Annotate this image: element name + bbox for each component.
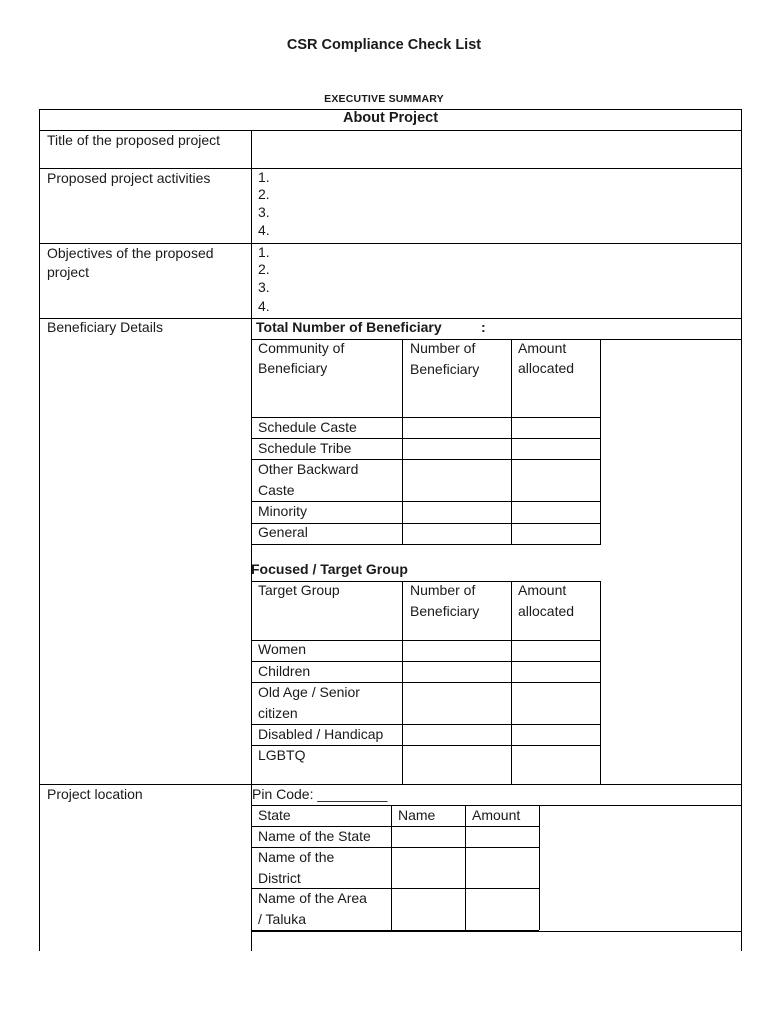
total-beneficiary-label: Total Number of Beneficiary <box>256 319 442 335</box>
title-input[interactable] <box>252 131 741 168</box>
objective-item[interactable]: 4. <box>258 298 270 314</box>
table-row-label: Women <box>258 641 306 657</box>
table-row-label: Disabled / Handicap <box>258 726 384 742</box>
activities-label: Proposed project activities <box>47 170 211 186</box>
grid-line <box>251 544 601 545</box>
table-row-label: Schedule Tribe <box>258 440 352 456</box>
table-row-label: Name of the <box>258 849 335 865</box>
table-header: About Project <box>342 110 439 126</box>
table-row-label-cont: District <box>258 870 301 886</box>
col-header-amount: Amount <box>518 340 567 356</box>
objective-item[interactable]: 3. <box>258 279 270 295</box>
activity-item[interactable]: 3. <box>258 204 270 220</box>
col-header-community: Community of <box>258 340 345 356</box>
objectives-label: Objectives of the proposed <box>47 245 214 261</box>
table-row-label: Schedule Caste <box>258 419 357 435</box>
focused-group-label: Focused / Target Group <box>251 561 408 577</box>
location-label: Project location <box>47 786 143 802</box>
col-header-number: Number of <box>410 582 476 598</box>
grid-line <box>402 581 403 784</box>
table-row-label: Minority <box>258 503 308 519</box>
table-row-label: Old Age / Senior <box>258 684 360 700</box>
col-header-name: Name <box>398 807 436 823</box>
beneficiary-label: Beneficiary Details <box>47 319 163 335</box>
grid-line <box>465 805 466 930</box>
table-row-label: LGBTQ <box>258 747 306 763</box>
grid-line <box>391 805 392 930</box>
table-row-label: Children <box>258 663 311 679</box>
document-title: CSR Compliance Check List <box>286 37 482 53</box>
col-header-state: State <box>258 807 291 823</box>
column-divider <box>251 130 252 951</box>
objectives-label-cont: project <box>47 264 90 280</box>
pin-code-field[interactable]: Pin Code: _________ <box>252 786 388 802</box>
section-heading: EXECUTIVE SUMMARY <box>324 93 444 105</box>
col-header-number: Number of <box>410 340 476 356</box>
table-row-label: Other Backward <box>258 461 359 477</box>
activity-item[interactable]: 4. <box>258 222 270 238</box>
col-header-target-group: Target Group <box>258 582 340 598</box>
col-header-amount: Amount <box>518 582 567 598</box>
table-row-label: Name of the Area <box>258 890 367 906</box>
col-header-community-cont: Beneficiary <box>258 360 328 376</box>
col-header-amount-cont: allocated <box>518 603 575 619</box>
col-header-amount-cont: allocated <box>518 360 575 376</box>
grid-line <box>539 805 540 930</box>
row-divider <box>39 784 742 785</box>
table-row-label: General <box>258 524 308 540</box>
table-row-label: Name of the State <box>258 828 371 844</box>
grid-line <box>511 581 512 784</box>
grid-line <box>600 339 601 544</box>
objective-item[interactable]: 2. <box>258 261 270 277</box>
table-row-label-cont: citizen <box>258 705 298 721</box>
activity-item[interactable]: 1. <box>258 169 270 185</box>
table-row-label-cont: / Taluka <box>258 911 306 927</box>
grid-line <box>600 581 601 784</box>
activity-item[interactable]: 2. <box>258 186 270 202</box>
table-border-right <box>741 109 742 951</box>
objective-item[interactable]: 1. <box>258 244 270 260</box>
col-header-amount: Amount <box>472 807 521 823</box>
row-divider <box>251 931 741 932</box>
grid-line <box>402 339 403 544</box>
col-header-number-cont: Beneficiary <box>410 361 480 377</box>
table-row-label-cont: Caste <box>258 482 295 498</box>
table-border-left <box>39 109 40 951</box>
grid-line <box>511 339 512 544</box>
col-header-number-cont: Beneficiary <box>410 603 480 619</box>
total-beneficiary-colon: : <box>481 319 486 335</box>
title-label: Title of the proposed project <box>47 132 221 148</box>
